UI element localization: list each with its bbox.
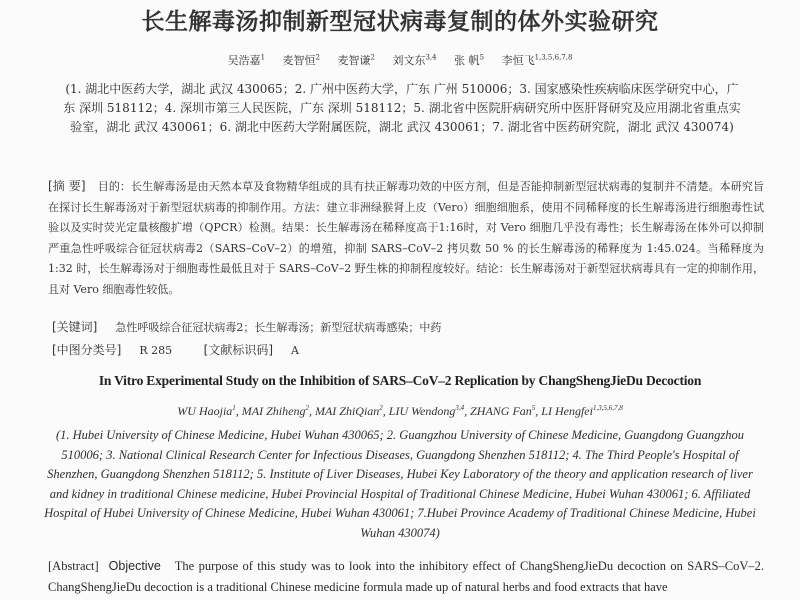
author-en: WU Haojia$^1$: [177, 404, 236, 418]
author-cn: 李恒飞$^{1,3,5,6,7,8}$: [501, 53, 573, 67]
abstract-en: [48, 556, 764, 598]
author-en: MAI ZhiQian$^2$: [314, 404, 383, 418]
affiliations-en: (1. Hubei University of Chinese Medicine, Hubei Wuhan 430065; 2. Guangzhou University of Chinese Medicine, Guangdong Guangzhou 510006; 3. National Clinical Research Center for Infectious Diseases, Guangdong Shenzhen 518112; 4. The Third People's Hospital of Shenzhen, Guangdong Shenzhen 518112; 5. Institute of Liver Diseases, Hubei Key Laboratory of the theory and application research of liver and kidney in traditional Chinese medicine, Hubei Provincial Hospital of Traditional Chinese Medicine, Hubei Wuhan 430061; 6. Affiliated Hospital of Hubei University of Chinese Medicine, Hubei Wuhan 430061; 7.Hubei Province Academy of Traditional Chinese Medicine, Hubei Wuhan 430074): [44, 428, 756, 540]
author-list-cn: [0, 52, 800, 68]
doc-code-label: [文献标识码]: [203, 343, 274, 357]
affiliations-cn: (1. 湖北中医药大学，湖北 武汉 430065；2. 广州中医药大学，广东 广州 510006；3. 国家感染性疾病临床医学研究中心，广东 深圳 518112；4. 深圳市第三人民医院，广东 深圳 518112；5. 湖北省中医院肝病研究所中医肝肾研究及应用湖北省重点实验室，湖北 武汉 430061；6. 湖北中医药大学附属医院，湖北 武汉 430061；7. 湖北省中医药研究院，湖北 武汉 430074): [63, 82, 741, 134]
classification-row: [52, 341, 299, 358]
abstract-cn: [48, 176, 764, 300]
author-cn: 张 帆$^5$: [454, 53, 485, 67]
author-en: MAI Zhiheng$^2$: [241, 404, 309, 418]
author-cn: 刘文东$^{3,4}$: [392, 53, 437, 67]
author-cn: 麦智谦$^2$: [337, 53, 375, 67]
clc-value: R 285: [139, 344, 173, 357]
author-list-en: WU Haojia$^1$, MAI Zhiheng$^2$, MAI ZhiQian$^2$, LIU Wendong$^{3,4}$, ZHANG Fan$^5$, LI Hengfei$^{1,3,5,6,7,8}$: [177, 404, 623, 418]
paper-title-en: In Vitro Experimental Study on the Inhibition of SARS–CoV–2 Replication by ChangShengJieDu Decoction: [98, 373, 702, 388]
paper-title-cn: 长生解毒汤抑制新型冠状病毒复制的体外实验研究: [141, 9, 659, 35]
clc-label: [中图分类号]: [52, 343, 122, 357]
abstract-text-cn: 目的：长生解毒汤是由天然本草及食物精华组成的具有扶正解毒功效的中医方剂，但是否能抑制新型冠状病毒的复制并不清楚。本研究旨在探讨长生解毒汤对于新型冠状病毒的抑制作用。方法：建立非洲绿猴肾上皮（Vero）细胞细胞系，使用不同稀释度的长生解毒汤进行细胞毒性试验以及实时荧光定量核酸扩增（QPCR）检测。结果：长生解毒汤在稀释度高于1:16时，对 Vero 细胞几乎没有毒性；长生解毒汤在体外可以抑制严重急性呼吸综合征冠状病毒2（SARS–CoV–2）的增殖，抑制 SARS–CoV–2 拷贝数 50 % 的长生解毒汤的稀释度为 1:45.024。当稀释度为 1:32 时，长生解毒汤对于细胞毒性最低且对于 SARS–CoV–2 野生株的抑制程度较好。结论：长生解毒汤对于新型冠状病毒具有一定的抑制作用，且对 Vero 细胞毒性较低。: [48, 180, 764, 296]
keywords-text: 急性呼吸综合征冠状病毒2；长生解毒汤；新型冠状病毒感染；中药: [115, 321, 442, 334]
author-cn: 麦智恒$^2$: [282, 53, 320, 67]
author-en: LI Hengfei$^{1,3,5,6,7,8}$: [541, 404, 623, 418]
author-en: ZHANG Fan$^5$: [470, 404, 536, 418]
abstract-text-en: The purpose of this study was to look into the inhibitory effect of ChangShengJieDu decoction on SARS–CoV–2. ChangShengJieDu decoction is a traditional Chinese medicine formula made up of natural herbs and food extracts that have: [48, 559, 764, 594]
keywords-label: [关键词]: [52, 320, 98, 334]
author-cn: 吴浩嘉$^1$: [227, 53, 266, 67]
doc-code-value: A: [291, 344, 299, 357]
author-en: LIU Wendong$^{3,4}$: [388, 404, 465, 418]
abstract-label-cn: [摘 要]: [48, 179, 86, 193]
abstract-label-en: [Abstract]: [48, 559, 99, 573]
objective-label: Objective: [108, 559, 161, 573]
keywords-cn: [52, 318, 441, 335]
